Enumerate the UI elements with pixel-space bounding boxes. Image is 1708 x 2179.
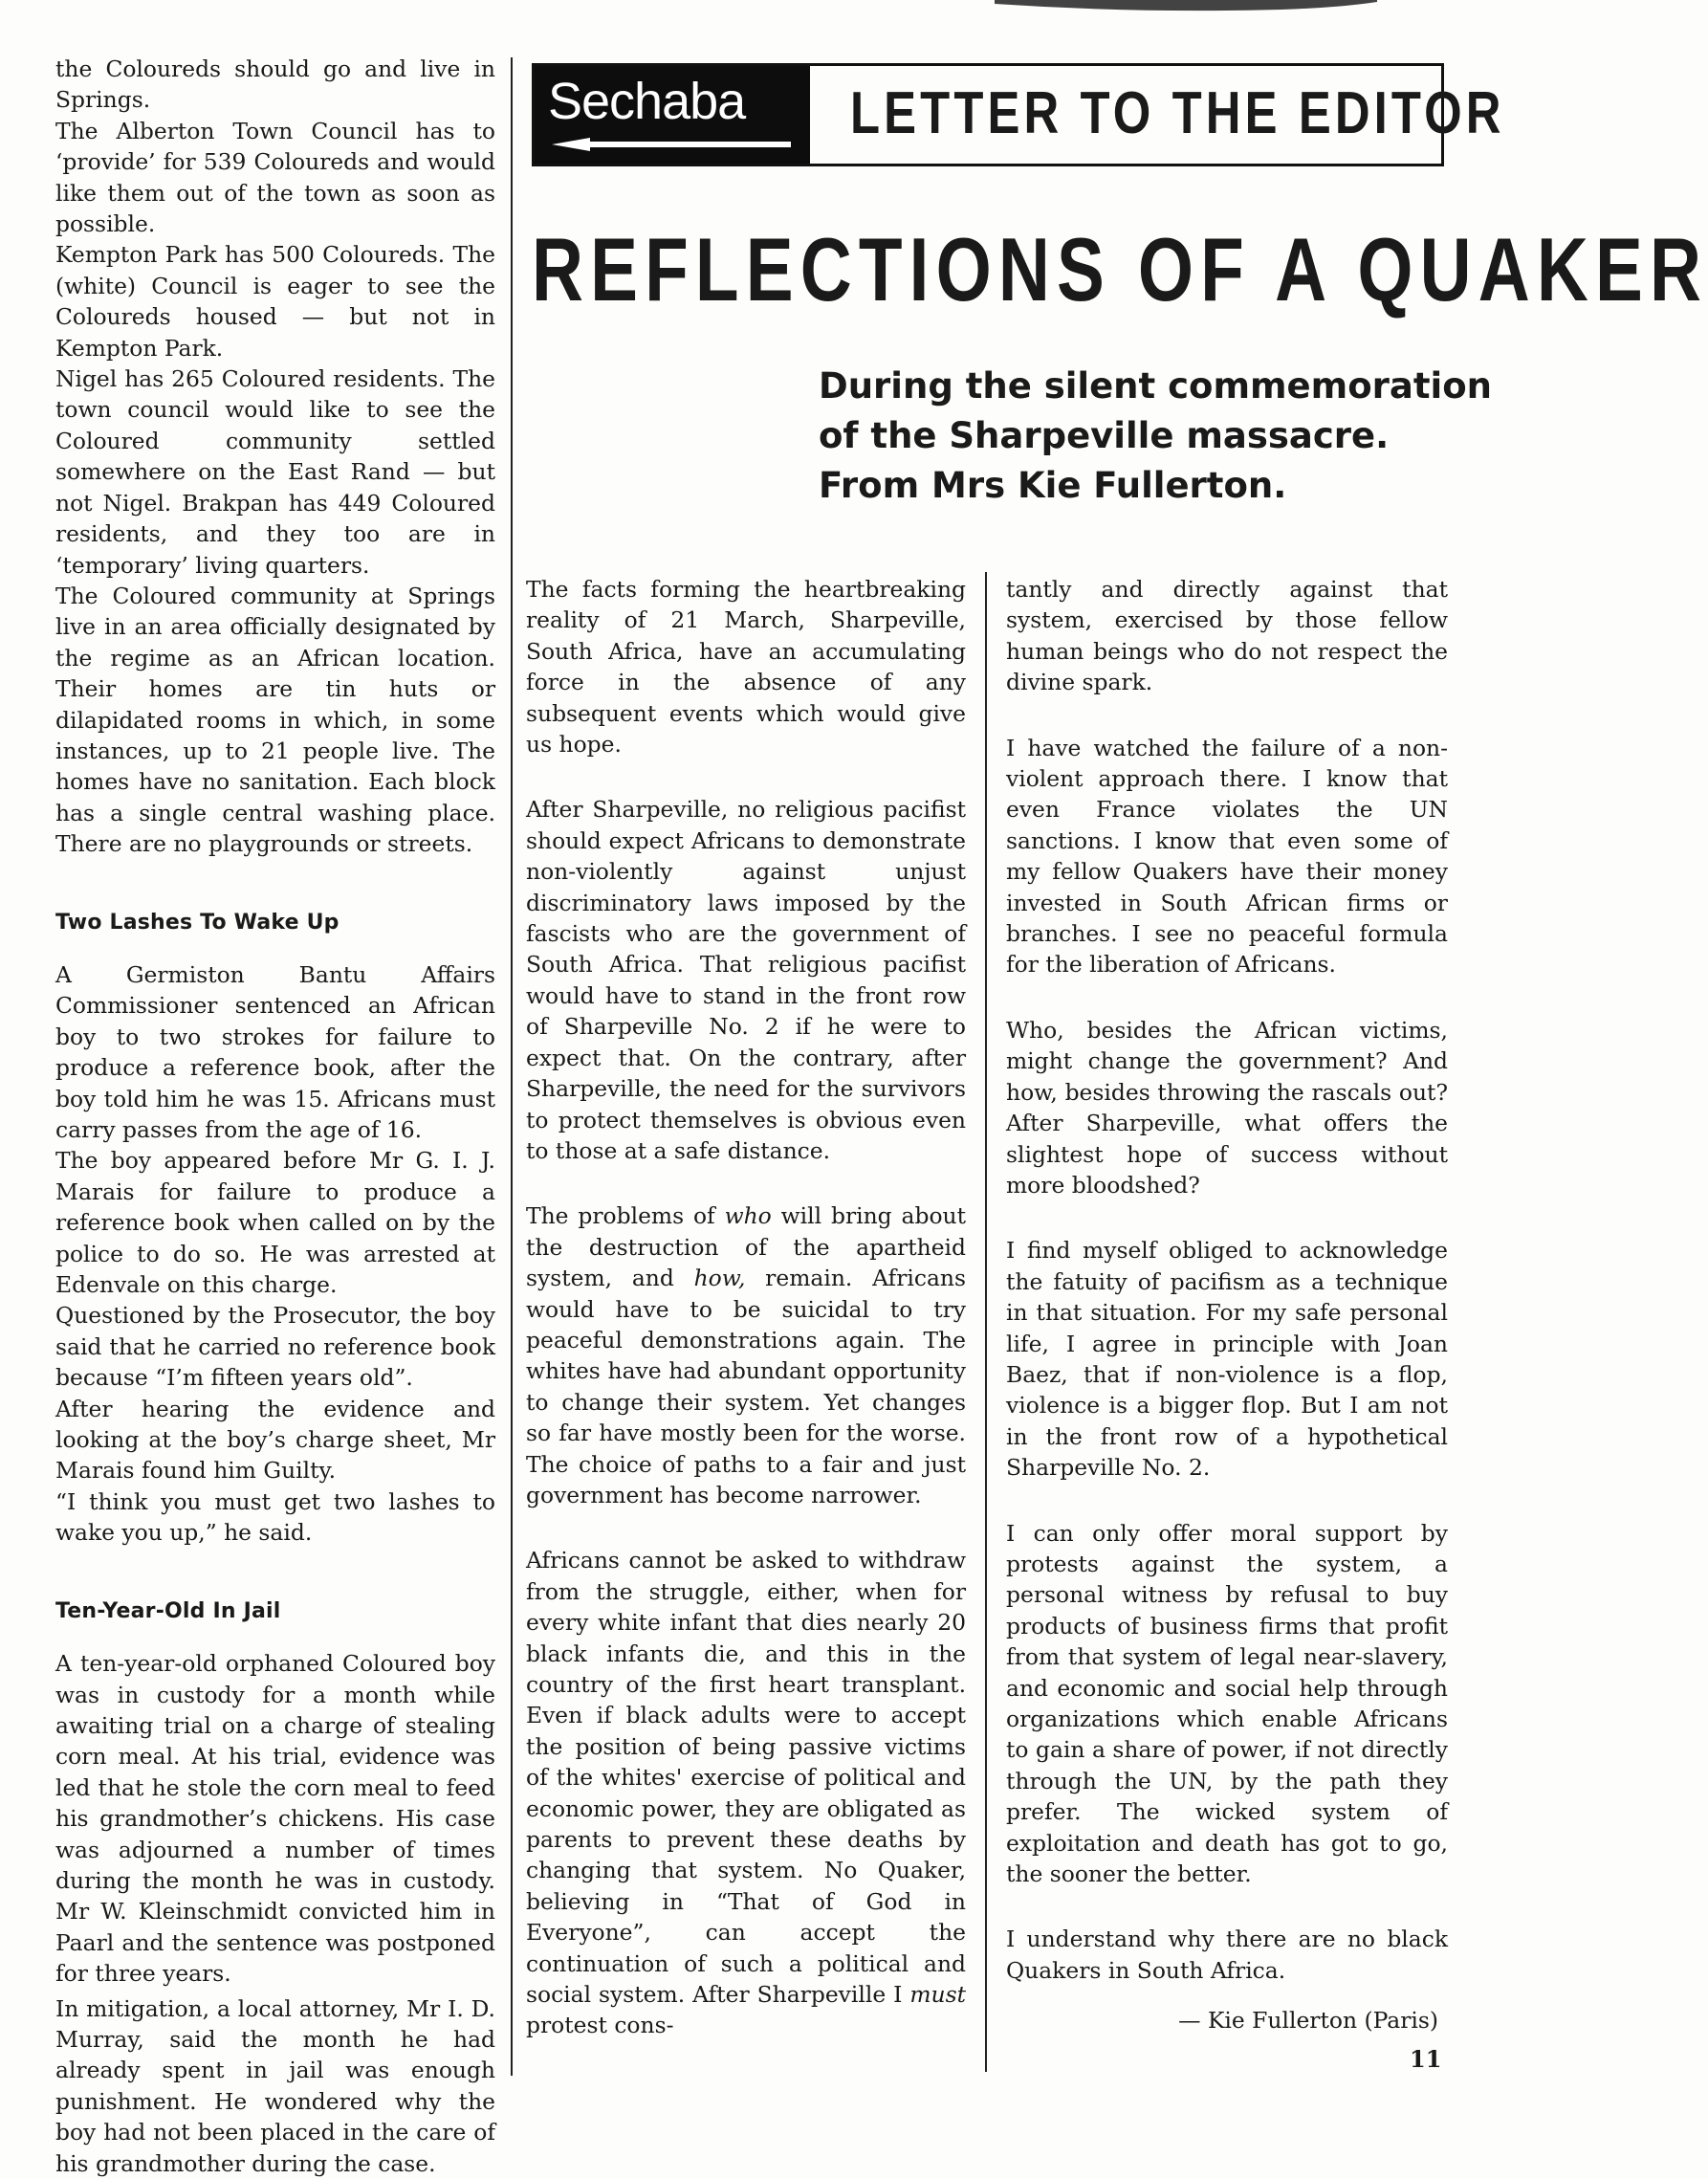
sechaba-logo bbox=[535, 66, 810, 164]
middle-column bbox=[526, 574, 966, 2041]
author-signature: — Kie Fullerton (Paris) bbox=[1178, 2007, 1438, 2035]
section1-paragraph: “I think you must get two lashes to wake you up,” he said. bbox=[55, 1487, 495, 1547]
section1-paragraph: Questioned by the Prosecutor, the boy said that he carried no reference book because “I’m fifteen years old”. bbox=[55, 1302, 495, 1392]
banner-title: LETTER TO THE EDITOR bbox=[850, 80, 1505, 146]
section2-paragraph: In mitigation, a local attorney, Mr I. D. Murray, said the month he had already spent in jail was enough punishment. He wondered why the boy had not been placed in the care of his grandmother during the case. bbox=[55, 1994, 495, 2177]
section2-paragraph: A ten-year-old orphaned Coloured boy was in custody for a month while awaiting trial on a charge of stealing corn meal. At his trial, evidence was led that he stole the corn meal to feed his grandmother’s chickens. His case was adjourned a number of times during the month he was in custody. Mr W. Kleinschmidt convicted him in Paarl and the sentence was postponed for three years. bbox=[55, 1650, 495, 1988]
letter-to-editor-banner bbox=[532, 63, 1505, 166]
section1-paragraph: After hearing the evidence and looking at the boy’s charge sheet, Mr Marais found him Guilty. bbox=[55, 1395, 495, 1485]
section-heading-two-lashes: Two Lashes To Wake Up bbox=[55, 910, 339, 935]
article-paragraph: After Sharpeville, no religious pacifist should expect Africans to demonstrate non-violently against unjust discriminatory laws imposed by the fascists who are the government of South Africa. That religious pacifist would have to stand in the front row of Sharpeville No. 2 if he were to expect that. On the contrary, after Sharpeville, the need for the survivors to protect themselves is obvious even to those at a safe distance. bbox=[526, 796, 966, 1164]
article-subtitle bbox=[819, 362, 1492, 511]
article-paragraph: I understand why there are no black Quakers in South Africa. bbox=[1006, 1926, 1448, 1984]
article-paragraph: tantly and directly against that system, exercised by those fellow human beings who do not respect the divine spark. bbox=[1006, 576, 1448, 696]
logo-arrow-icon bbox=[552, 137, 791, 152]
article-paragraph-africans bbox=[526, 1545, 966, 2041]
text-run: Africans cannot be asked to withdraw from the struggle, either, when for every white infant that dies nearly 20 black infants die, and this in the country of the first heart transplant. Even if black adults were to accept the position of being passive victims of the whites' exercise of political and economic power, they are obligated as parents to prevent these deaths by changing that system. No Quaker, believing in “That of God in Everyone”, can accept the continuation of such a political and social system. After Sharpeville I bbox=[526, 1547, 966, 2009]
article-paragraph: I find myself obliged to acknowledge the fatuity of pacifism as a technique in that situation. For my safe personal life, I agree in principle with Joan Baez, that if non-violence is a flop, violence is a bigger flop. But I am not in the front row of a hypothetical Sharpeville No. 2. bbox=[1006, 1237, 1448, 1482]
emphasis-how: how, bbox=[693, 1265, 746, 1292]
article-paragraph: The facts forming the heartbreaking reality of 21 March, Sharpeville, South Africa, have an accumulating force in the absence of any subsequent events which would give us hope. bbox=[526, 576, 966, 759]
section1-paragraph: A Germiston Bantu Affairs Commissioner sentenced an African boy to two strokes for failure to produce a reference book, after the boy told him he was 15. Africans must carry passes from the age of 16. bbox=[55, 960, 495, 1143]
left-intro-paragraph: The Coloured community at Springs live in an area officially designated by the regime as an African location. Their homes are tin huts or dilapidated rooms in which, in some instances, up to 21 people live. The homes have no sanitation. Each block has a single central washing place. There are no playgrounds or streets. bbox=[55, 582, 495, 858]
page-number: 11 bbox=[1410, 2045, 1442, 2073]
article-paragraph: I can only offer moral support by protests against the system, a personal witness by refusal to buy products of business firms that profit from that system of legal near-slavery, and economic and social help through organizations which enable Africans to gain a share of power, if not directly through the UN, by the path they prefer. The wicked system of exploitation and death has got to go, the sooner the better. bbox=[1006, 1519, 1448, 1888]
column-rule-mid bbox=[985, 572, 987, 2072]
text-run: remain. Africans would have to be suicidal to try peaceful demonstrations again. The whites have had abundant opportunity to change their system. Yet changes so far have mostly been for the worse. The choice of paths to a fair and just government has become narrower. bbox=[526, 1265, 966, 1508]
text-run: protest cons- bbox=[526, 2012, 674, 2039]
left-column bbox=[55, 54, 495, 2179]
subtitle-line: From Mrs Kie Fullerton. bbox=[819, 465, 1287, 506]
text-run: will bring about the destruction of the apartheid system, and bbox=[526, 1202, 966, 1292]
emphasis-who: who bbox=[724, 1202, 772, 1230]
article-title: REFLECTIONS OF A QUAKER bbox=[532, 219, 1708, 319]
emphasis-must: must bbox=[909, 1981, 966, 2009]
print-smudge bbox=[995, 0, 1377, 17]
left-intro-paragraph: The Alberton Town Council has to ‘provide’ for 539 Coloureds and would like them out of the town as soon as possible. bbox=[55, 117, 495, 238]
section1-paragraph: The boy appeared before Mr G. I. J. Marais for failure to produce a reference book when called on by the police to do so. He was arrested at Edenvale on this charge. bbox=[55, 1147, 495, 1299]
right-column bbox=[1006, 574, 1448, 2036]
subtitle-line: of the Sharpeville massacre. bbox=[819, 415, 1390, 456]
sechaba-logo-text: Sechaba bbox=[548, 73, 746, 130]
left-intro-paragraph: Kempton Park has 500 Coloureds. The (white) Council is eager to see the Coloureds housed — but not in Kempton Park. bbox=[55, 241, 495, 362]
subtitle-line: During the silent commemoration bbox=[819, 365, 1492, 407]
article-paragraph-problems bbox=[526, 1200, 966, 1510]
article-paragraph: Who, besides the African victims, might change the government? And how, besides throwing the rascals out? After Sharpeville, what offers the slightest hope of success without more bloodshed? bbox=[1006, 1016, 1448, 1199]
left-intro-paragraph: Nigel has 265 Coloured residents. The town council would like to see the Coloured community settled somewhere on the East Rand — but not Nigel. Brakpan has 449 Coloured residents, and they too are in ‘temporary’ living quarters. bbox=[55, 365, 495, 579]
section-heading-ten-year-old: Ten-Year-Old In Jail bbox=[55, 1598, 281, 1623]
text-run: The problems of bbox=[526, 1202, 725, 1230]
left-intro-paragraph: the Coloureds should go and live in Springs. bbox=[55, 55, 495, 114]
article-paragraph: I have watched the failure of a non-violent approach there. I know that even France violates the UN sanctions. I know that even some of my fellow Quakers have their money invested in South African firms or branches. I see no peaceful formula for the liberation of Africans. bbox=[1006, 734, 1448, 979]
column-rule-left bbox=[511, 57, 513, 2076]
